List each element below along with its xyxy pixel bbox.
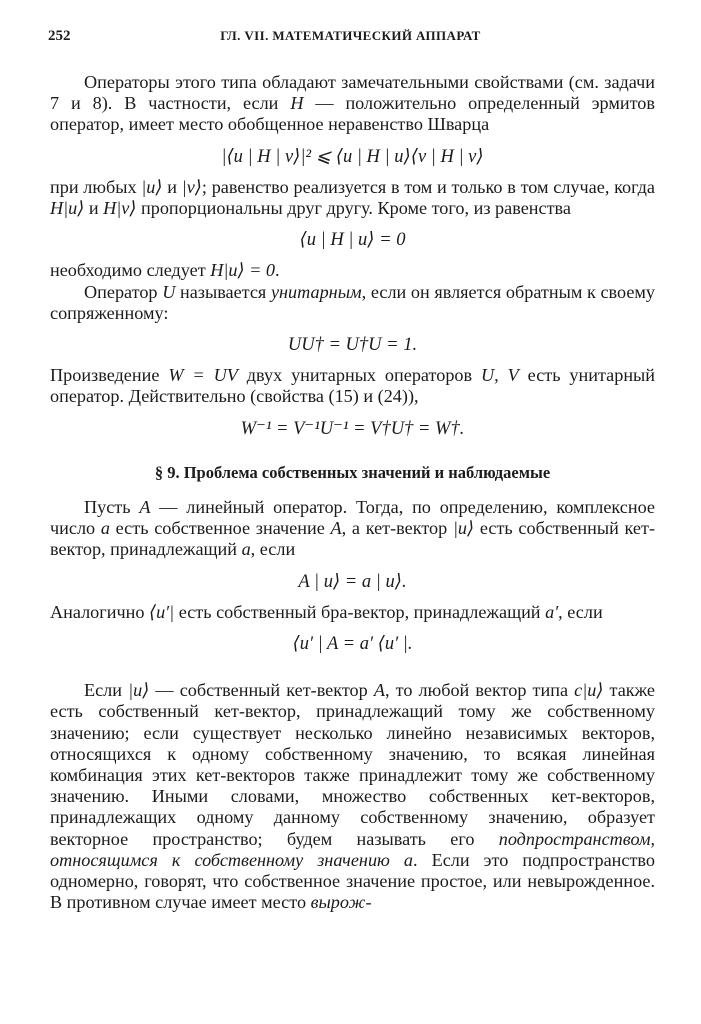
paragraph-equality-condition: при любых |u⟩ и |v⟩; равенство реализуется в том и только в том случае, когда H|u⟩ и H|v⟩ пропорциональны друг другу. Кроме того, из равенства (50, 176, 655, 219)
paragraph-bra-eigen: Аналогично ⟨u′| есть собственный бра-вектор, принадлежащий a′, если (50, 601, 603, 622)
section-heading: § 9. Проблема собственных значений и наблюдаемые (154, 462, 551, 482)
paragraph-unitary-definition: Оператор U называется унитарным, если он является обратным к своему сопряженному: (50, 281, 656, 323)
paragraph-eigen-subspace: Если |u⟩ — собственный кет-вектор A, то любой вектор типа c|u⟩ также есть собственный кет-вектор, принадлежащий тому же собственному значению; если существует несколько линейно независимых векторов, относящихся к одному собственному значению, то всякая линейная комбинация этих кет-векторов также принадлежит тому же собственному значению. Иными словами, множество собственных кет-векторов, принадлежащих одному данному собственному значению, образует векторное пространство; будем называть его подпространством, относящимся к собственному значению a. Если это подпространство одномерно, говорят, что собственное значение простое, или невырожденное. В противном случае имеет место вырож- (50, 680, 656, 913)
spacer (50, 664, 655, 680)
text-column (50, 72, 655, 914)
paragraph-schwarz-intro: Операторы этого типа обладают замечательными свойствами (см. задачи 7 и 8). В частности, если H — положительно определенный эрмитов оператор, имеет место обобщенное неравенство Шварца (50, 72, 655, 135)
equation-zero-expectation: ⟨u | H | u⟩ = 0 (299, 230, 406, 251)
equation-ket-eigen: A | u⟩ = a | u⟩. (298, 571, 407, 592)
equation-schwarz-inequality: |⟨u | H | v⟩|² ⩽ ⟨u | H | u⟩⟨v | H | v⟩ (221, 146, 484, 167)
equation-bra-eigen: ⟨u′ | A = a′ ⟨u′ |. (292, 634, 413, 655)
paragraph-eigenvalue-definition: Пусть A — линейный оператор. Тогда, по определению, комплексное число a есть собственное значение A, а кет-вектор |u⟩ есть собственный кет-вектор, принадлежащий a, если (50, 497, 656, 560)
paragraph-product-unitary: Произведение W = UV двух унитарных операторов U, V есть унитарный оператор. Действительно (свойства (15) и (24)), (50, 365, 656, 407)
paragraph-consequence: необходимо следует H|u⟩ = 0. (50, 260, 280, 281)
equation-unitary: UU† = U†U = 1. (287, 335, 418, 356)
running-title: ГЛ. VII. МАТЕМАТИЧЕСКИЙ АППАРАТ (220, 28, 481, 43)
page-number: 252 (48, 28, 71, 44)
equation-product-inverse: W⁻¹ = V⁻¹U⁻¹ = V†U† = W†. (240, 418, 465, 439)
